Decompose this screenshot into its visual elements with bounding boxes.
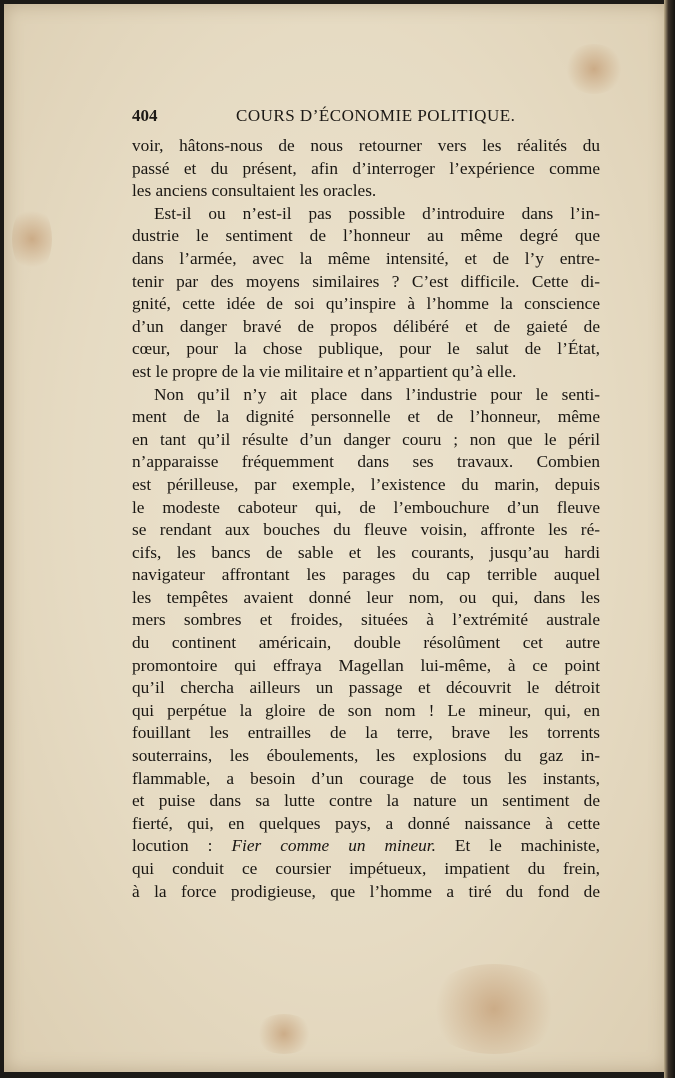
foxing-stain (254, 1014, 314, 1054)
text-line: les anciens consultaient les oracles. (132, 181, 377, 201)
text-line: voir, hâtons-nous de nous retourner vers les réalités du (132, 136, 600, 155)
page-edge (664, 0, 675, 1078)
text-line: flammable, a besoin d’un courage de tous les instants, (132, 768, 600, 788)
page-header (132, 106, 602, 132)
italic-phrase: Fier comme un mineur. (231, 836, 436, 856)
text-line: et puise dans sa lutte contre la nature un sentiment de (132, 791, 600, 811)
text-line: qui perpétue la gloire de son nom ! Le mineur, qui, en (132, 700, 600, 720)
body-text (132, 135, 600, 903)
text-line: fierté, qui, en quelques pays, a donné naissance à cette (132, 813, 600, 833)
foxing-stain (424, 964, 564, 1054)
text-line: dans l’armée, avec la même intensité, et de l’y entre- (132, 248, 600, 268)
text-line: cœur, pour la chose publique, pour le salut de l’État, (132, 339, 600, 359)
text-line: d’un danger bravé de propos délibéré et de gaieté de (132, 316, 600, 336)
text-line: fouillant les entrailles de la terre, brave les torrents (132, 723, 600, 743)
text-line: passé et du présent, afin d’interroger l’expérience comme (132, 158, 600, 178)
line-prefix: locution : (132, 836, 232, 856)
text-line: qui conduit ce coursier impétueux, impatient du frein, (132, 859, 600, 878)
text-line: les tempêtes avaient donné leur nom, ou qui, dans les (132, 587, 600, 607)
text-line: souterrains, les éboulements, les explosions du gaz in- (132, 746, 600, 766)
text-line: est périlleuse, par exemple, l’existence du marin, depuis (132, 474, 600, 494)
text-line: navigateur affrontant les parages du cap terrible auquel (132, 565, 600, 585)
text-line: en tant qu’il résulte d’un danger couru ; non que le péril (132, 429, 600, 449)
text-line: qu’il chercha ailleurs un passage et découvrit le détroit (132, 678, 600, 698)
text-line: gnité, cette idée de soi qu’inspire à l’homme la conscience (132, 294, 600, 314)
text-line: ment de la dignité personnelle et de l’honneur, même (132, 407, 600, 427)
text-line: cifs, les bancs de sable et les courants, jusqu’au hardi (132, 542, 600, 562)
text-line: le modeste caboteur qui, de l’embouchure d’un fleuve (132, 497, 600, 517)
foxing-stain (12, 204, 52, 274)
foxing-stain (564, 44, 624, 94)
text-line: Est-il ou n’est-il pas possible d’introduire dans l’in- (154, 203, 600, 223)
text-line: dustrie le sentiment de l’honneur au même degré que (132, 226, 600, 246)
text-line: du continent américain, double résolûment cet autre (132, 633, 600, 653)
text-line-with-italic (132, 835, 600, 858)
page-number: 404 (132, 106, 158, 125)
text-line: Non qu’il n’y ait place dans l’industrie pour le senti- (154, 384, 600, 404)
text-line: à la force prodigieuse, que l’homme a tiré du fond de (132, 881, 600, 901)
text-line: est le propre de la vie militaire et n’appartient qu’à elle. (132, 361, 517, 381)
text-line: tenir par des moyens similaires ? C’est difficile. Cette di- (132, 271, 600, 291)
line-suffix: Et le machiniste, (435, 836, 600, 856)
text-line: mers sombres et froides, situées à l’extrémité australe (132, 610, 600, 630)
running-head: COURS D’ÉCONOMIE POLITIQUE. (236, 106, 516, 125)
text-line: n’apparaisse fréquemment dans ses travaux. Combien (132, 452, 600, 472)
text-line: se rendant aux bouches du fleuve voisin, affronte les ré- (132, 520, 600, 540)
text-line: promontoire qui effraya Magellan lui-même, à ce point (132, 655, 600, 675)
